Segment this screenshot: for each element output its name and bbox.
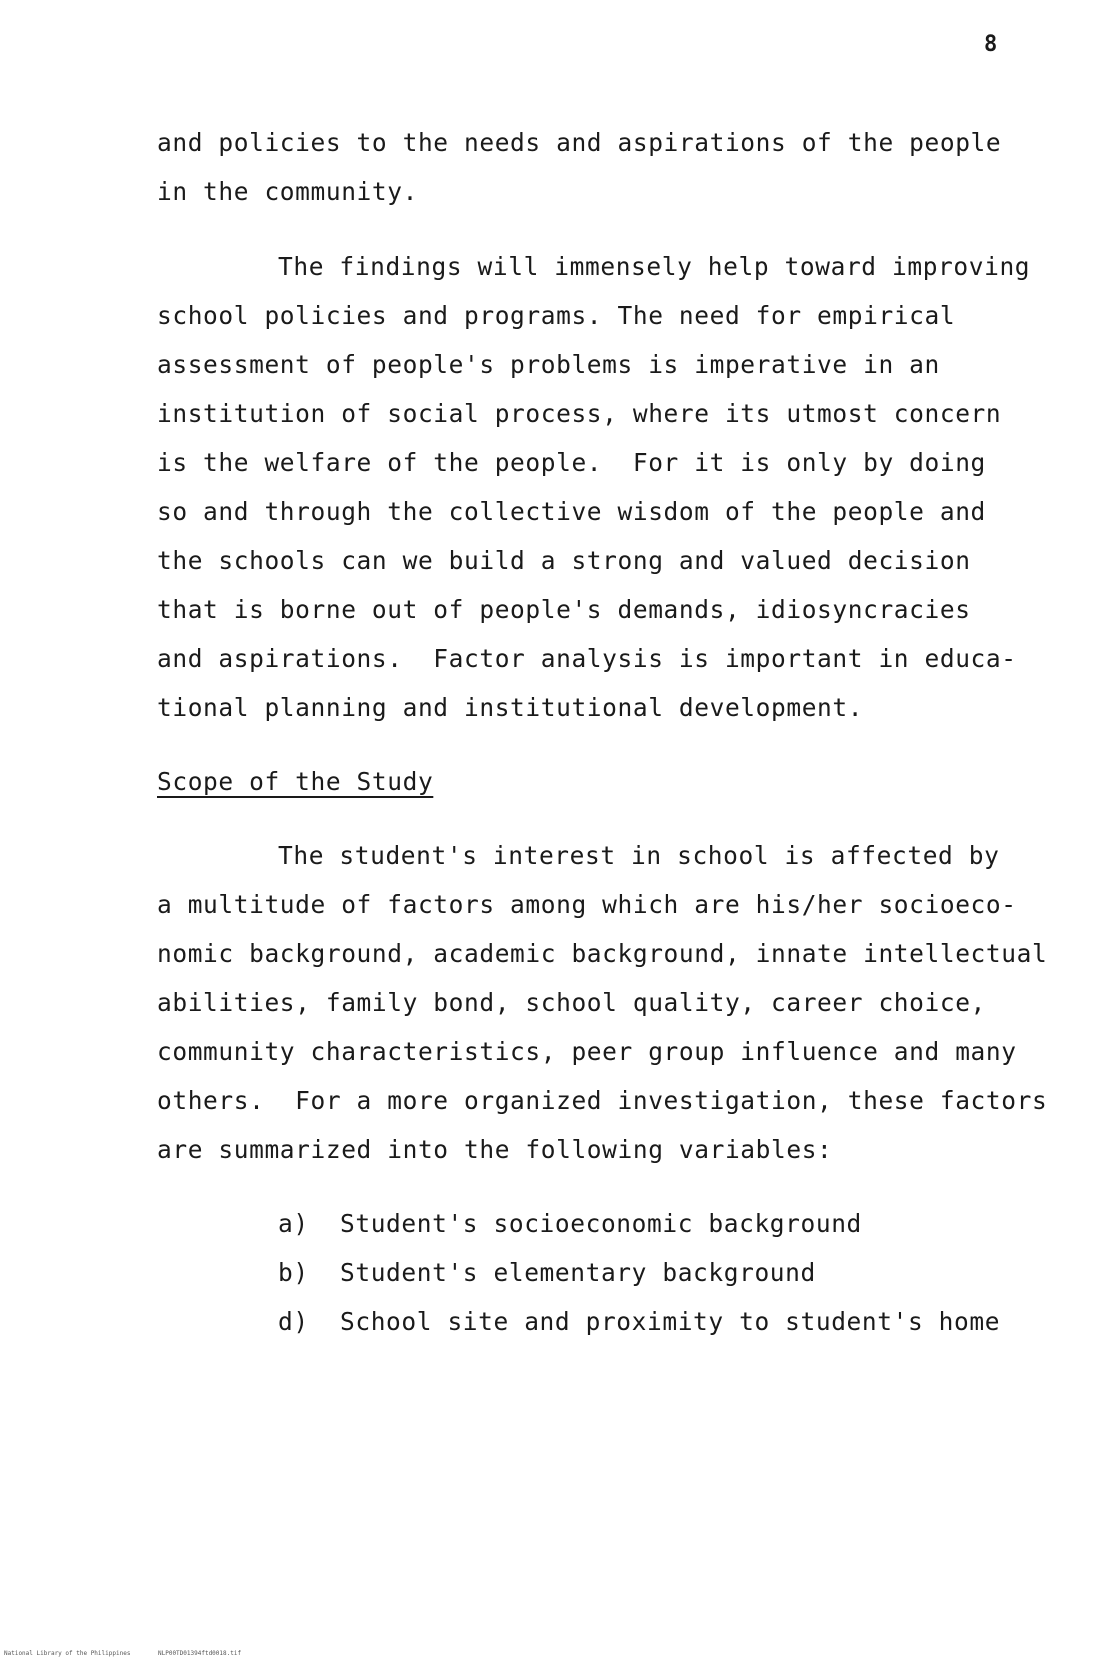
paragraph-line: assessment of people's problems is imperative in an: [157, 350, 940, 379]
list-text: Student's elementary background: [340, 1258, 816, 1287]
paragraph-line: are summarized into the following variables:: [157, 1135, 833, 1164]
paragraph-line: The findings will immensely help toward improving: [278, 252, 1031, 281]
paragraph-line: a multitude of factors among which are his/her socioeco-: [157, 890, 1017, 919]
paragraph-line: and aspirations. Factor analysis is important in educa-: [157, 644, 1017, 673]
paragraph-line: in the community.: [157, 177, 418, 206]
paragraph-line: institution of social process, where its utmost concern: [157, 399, 1002, 428]
list-text: School site and proximity to student's home: [340, 1307, 1001, 1336]
paragraph-line: so and through the collective wisdom of the people and: [157, 497, 986, 526]
paragraph-line: school policies and programs. The need for empirical: [157, 301, 956, 330]
paragraph-line: the schools can we build a strong and valued decision: [157, 546, 971, 575]
section-heading: Scope of the Study: [157, 767, 434, 796]
paragraph-line: community characteristics, peer group influence and many: [157, 1037, 1017, 1066]
paragraph-line: nomic background, academic background, innate intellectual: [157, 939, 1048, 968]
list-marker: b): [278, 1258, 309, 1287]
paragraph-line: is the welfare of the people. For it is only by doing: [157, 448, 986, 477]
list-marker: d): [278, 1307, 309, 1336]
paragraph-line: tional planning and institutional development.: [157, 693, 864, 722]
paragraph-line: that is borne out of people's demands, idiosyncracies: [157, 595, 971, 624]
list-marker: a): [278, 1209, 309, 1238]
paragraph-line: The student's interest in school is affected by: [278, 841, 1000, 870]
paragraph-line: others. For a more organized investigation, these factors: [157, 1086, 1048, 1115]
footer-file-id: NLP00TD01394ftd0018.tif: [158, 1650, 242, 1657]
list-text: Student's socioeconomic background: [340, 1209, 862, 1238]
paragraph-line: and policies to the needs and aspirations of the people: [157, 128, 1002, 157]
page-number: 8: [984, 32, 998, 57]
paragraph-line: abilities, family bond, school quality, career choice,: [157, 988, 986, 1017]
footer-library: National Library of the Philippines: [4, 1650, 131, 1657]
